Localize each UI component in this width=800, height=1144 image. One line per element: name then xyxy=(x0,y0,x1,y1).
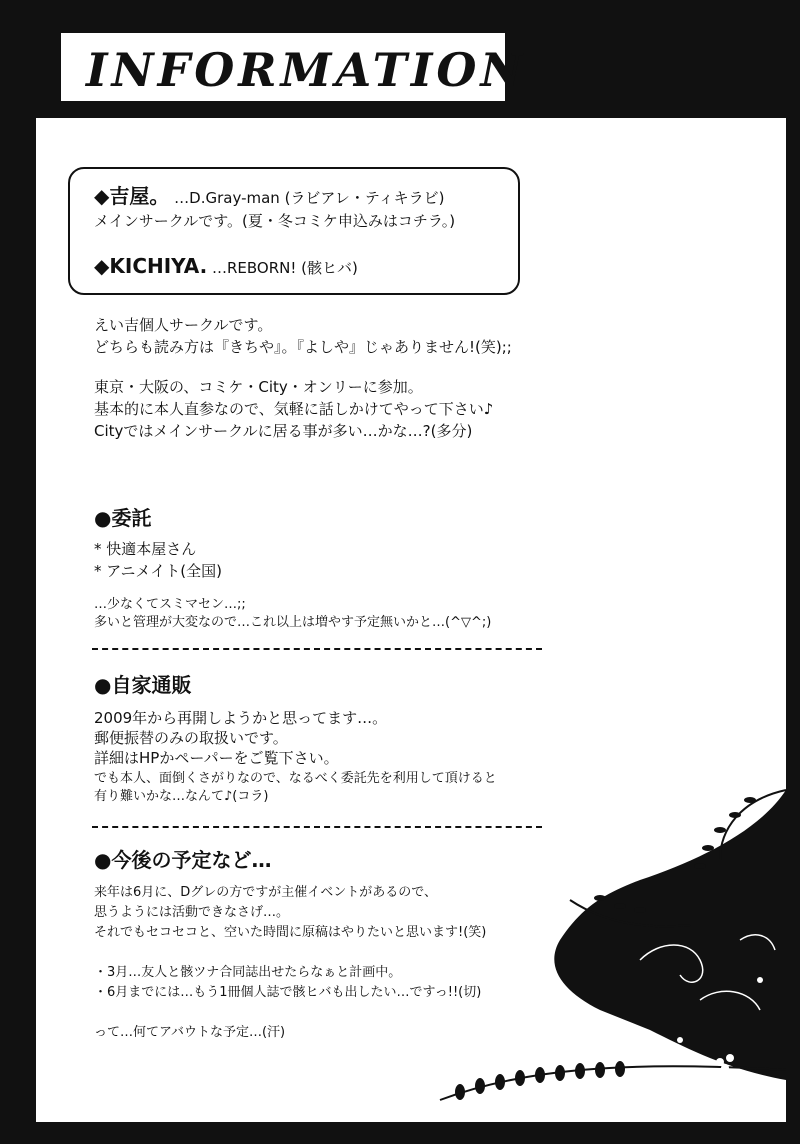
circle-line-2: メインサークルです。(夏・冬コミケ申込みはコチラ。) xyxy=(94,212,456,230)
mail-order-line: 郵便振替のみの取扱いです。 xyxy=(94,729,288,747)
mail-order-small-line: でも本人、面倒くさがりなので、なるべく委託先を利用して頂けると xyxy=(94,771,497,786)
schedule-line: それでもセコセコと、空いた時間に原稿はやりたいと思います!(笑) xyxy=(94,925,487,940)
consignment-item: * アニメイト(全国) xyxy=(94,562,222,580)
schedule-plan: ・3月…友人と骸ツナ合同誌出せたらなぁと計画中。 xyxy=(94,965,402,980)
intro-line: 東京・大阪の、コミケ・City・オンリーに参加。 xyxy=(94,378,423,396)
intro-line: Cityではメインサークルに居る事が多い…かな…?(多分) xyxy=(94,422,473,440)
schedule-plan: ・6月までには…もう1冊個人誌で骸ヒバも出したい…ですっ!!(切) xyxy=(94,985,482,1000)
mail-order-heading: ●自家通販 xyxy=(94,673,192,697)
consignment-item: * 快適本屋さん xyxy=(94,540,197,558)
intro-line: えい吉個人サークルです。 xyxy=(94,316,273,334)
intro-line: どちらも読み方は『きちや』。『よしや』じゃありません!(笑);; xyxy=(94,338,512,356)
mail-order-small-line: 有り難いかな…なんて♪(コラ) xyxy=(94,789,269,804)
circle-genre-reborn: …REBORN! (骸ヒバ) xyxy=(211,259,358,277)
mail-order-line: 詳細はHPかペーパーをご覧下さい。 xyxy=(94,749,339,767)
schedule-heading: ●今後の予定など… xyxy=(94,848,272,872)
schedule-line: 思うようには活動できなさげ…。 xyxy=(94,905,290,920)
circle-name-kichiya-en: ◆KICHIYA. xyxy=(94,254,208,278)
page-title: INFORMATION xyxy=(86,43,527,97)
consignment-note: 多いと管理が大変なので…これ以上は増やす予定無いかと…(^▽^;) xyxy=(94,615,492,630)
schedule-line: 来年は6月に、Dグレの方ですが主催イベントがあるので、 xyxy=(94,885,438,900)
circle-name-kichiya-jp: ◆吉屋。 xyxy=(94,184,170,208)
consignment-note: …少なくてスミマセン…;; xyxy=(94,597,246,612)
mail-order-line: 2009年から再開しようかと思ってます…。 xyxy=(94,709,388,727)
schedule-closing: って…何てアバウトな予定…(汗) xyxy=(94,1025,286,1040)
circle-genre-dgm: …D.Gray-man (ラビアレ・ティキラビ) xyxy=(174,189,445,207)
intro-line: 基本的に本人直参なので、気軽に話しかけてやって下さい♪ xyxy=(94,400,494,418)
consignment-heading: ●委託 xyxy=(94,506,152,530)
